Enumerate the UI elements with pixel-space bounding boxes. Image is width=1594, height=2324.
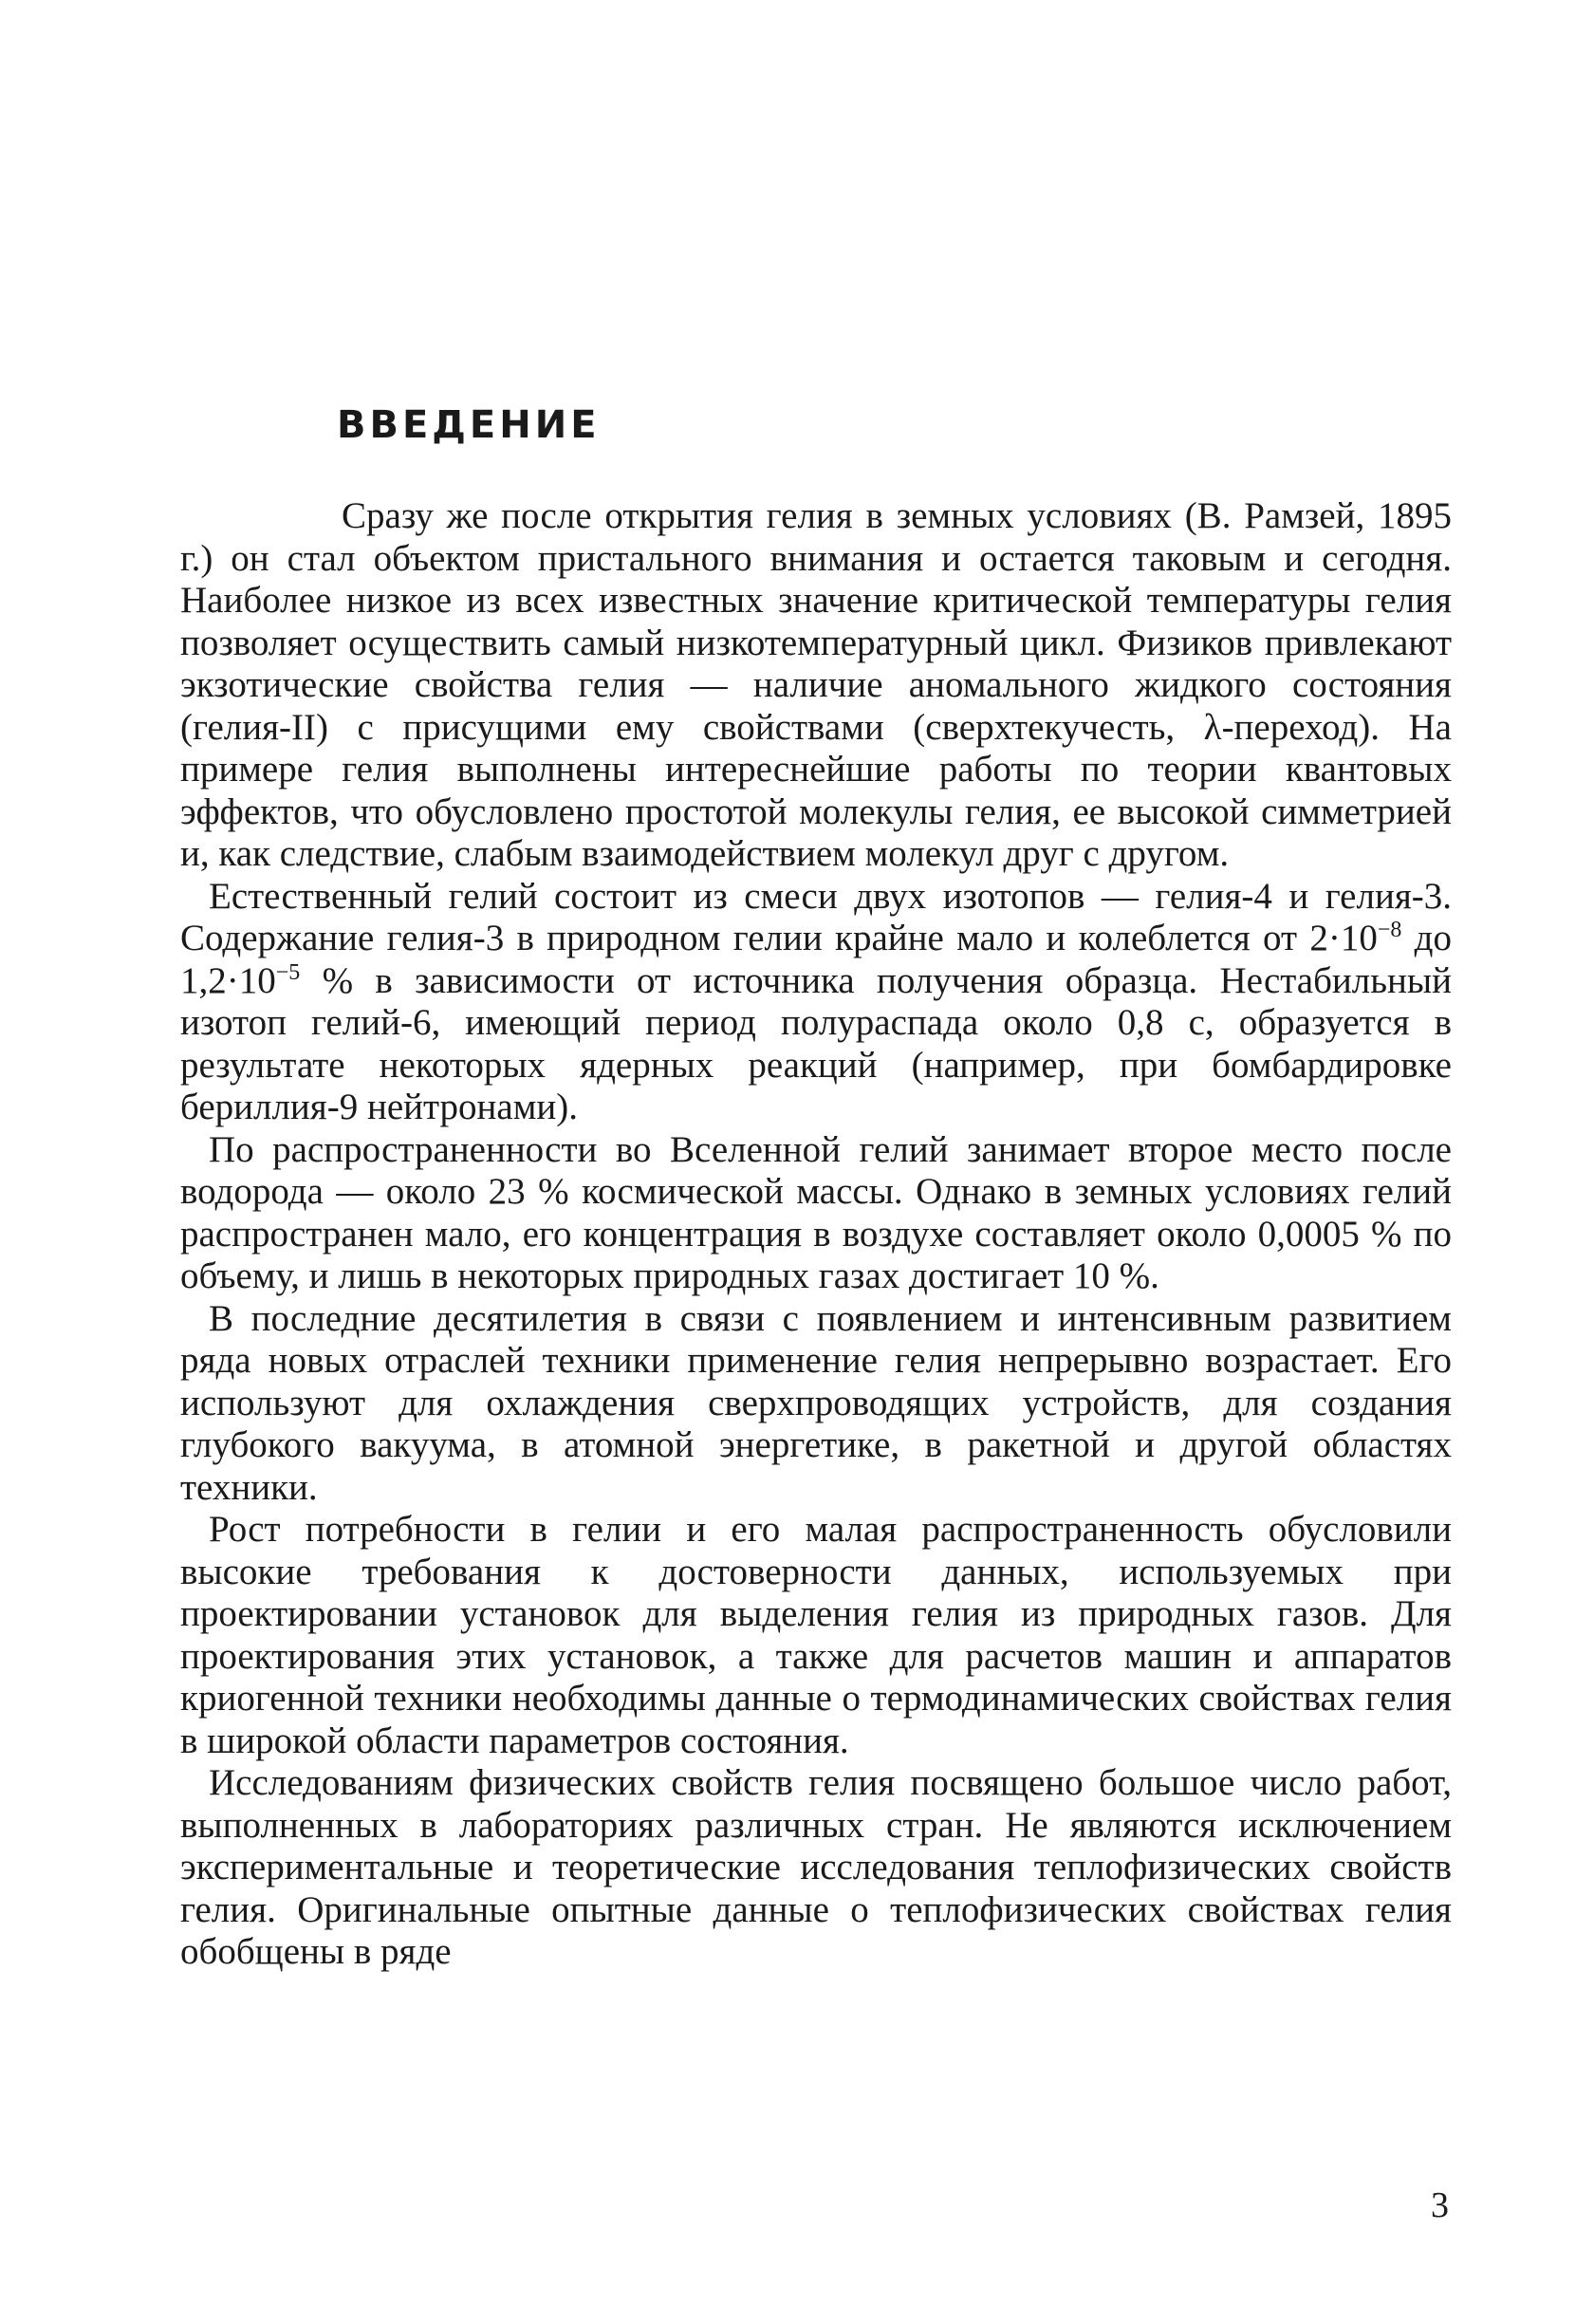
isotopes-text-part2: до 1,2·10 — [180, 918, 1453, 1001]
paragraph-requirements: Рост потребности в гелии и его малая распространенность обусловили высокие требования к достоверности данных, используемых при проектировании установок для выделения гелия из природных газов. Для проектирования этих установок, а также для расчетов машин и аппаратов криогенной техники необходимы данные о термодинамических свойствах гелия в широкой области параметров состояния. — [180, 1509, 1452, 1761]
body-text — [180, 495, 1452, 1974]
isotopes-text-part1: Естественный гелий состоит из смеси двух изотопов — гелия-4 и гелия-3. Содержание гелия-3 в природном гелии крайне мало и колеблется от 2·10 — [180, 875, 1452, 958]
paragraph-isotopes — [180, 876, 1452, 1129]
paragraph-applications: В последние десятилетия в связи с появлением и интенсивным развитием ряда новых отраслей техники применение гелия непрерывно возрастает. Его используют для охлаждения сверхпроводящих устройств, для создания глубокого вакуума, в атомной энергетике, в ракетной и другой областях техники. — [180, 1297, 1452, 1508]
exponent-1: −8 — [1377, 918, 1402, 942]
page-number: 3 — [1431, 2185, 1449, 2225]
paragraph-abundance: По распространенности во Вселенной гелий занимает второе место после водорода — около 23 % космической массы. Однако в земных условиях гелий распространен мало, его концентрация в воздухе составляет около 0,0005 % по объему, и лишь в некоторых природных газах достигает 10 %. — [180, 1128, 1452, 1296]
section-heading: ВВЕДЕНИЕ — [337, 403, 601, 447]
paragraph-research: Исследованиям физических свойств гелия посвящено большое число работ, выполненных в лабораториях различных стран. Не являются исключением экспериментальные и теоретические исследования теплофизических свойств гелия. Оригинальные опытные данные о теплофизических свойствах гелия обобщены в ряде — [180, 1762, 1452, 1972]
paragraph-discovery: Сразу же после открытия гелия в земных условиях (В. Рамзей, 1895 г.) он стал объектом пристального внимания и остается таковым и сегодня. Наиболее низкое из всех известных значение критической температуры гелия позволяет осуществить самый низкотемпературный цикл. Физиков привлекают экзотические свойства гелия — наличие аномального жидкого состояния (гелия-II) с присущими ему свойствами (сверхтекучесть, λ-переход). На примере гелия выполнены интереснейшие работы по теории квантовых эффектов, что обусловлено простотой молекулы гелия, ее высокой симметрией и, как следствие, слабым взаимодействием молекул друг с другом. — [180, 495, 1452, 874]
exponent-2: −5 — [275, 959, 301, 985]
isotopes-text-part3: % в зависимости от источника получения образца. Нестабильный изотоп гелий-6, имеющий период полураспада около 0,8 с, образуется в результате некоторых ядерных реакций (например, при бомбардировке бериллия-9 нейтронами). — [180, 959, 1452, 1127]
